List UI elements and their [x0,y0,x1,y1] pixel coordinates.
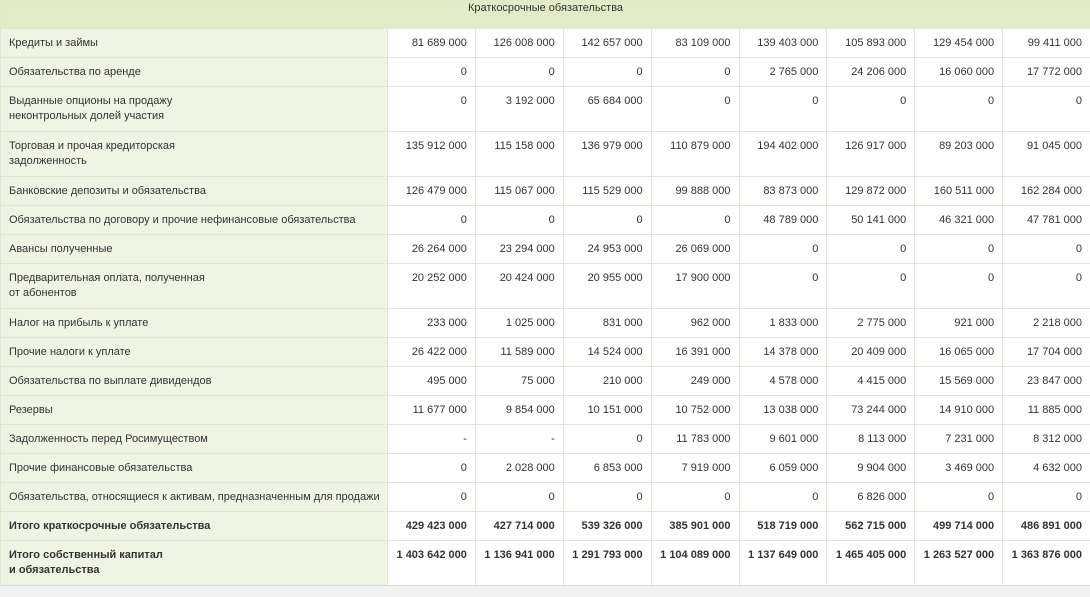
row-value: 4 578 000 [739,367,827,396]
row-value: 0 [475,206,563,235]
row-value: 20 424 000 [475,264,563,309]
row-value: 162 284 000 [1003,177,1090,206]
row-value: 0 [563,425,651,454]
row-value: - [475,425,563,454]
row-value: 50 141 000 [827,206,915,235]
row-value: 8 312 000 [1003,425,1090,454]
row-value: 1 833 000 [739,309,827,338]
row-value: 0 [1003,235,1090,264]
row-value: 73 244 000 [827,396,915,425]
row-value: 6 826 000 [827,483,915,512]
row-value: 3 469 000 [915,454,1003,483]
row-value: 1 025 000 [475,309,563,338]
row-value: 0 [915,264,1003,309]
row-value: 20 955 000 [563,264,651,309]
row-value: 831 000 [563,309,651,338]
row-value: 0 [1003,264,1090,309]
row-value: 115 067 000 [475,177,563,206]
row-value: 0 [388,454,476,483]
row-value: 46 321 000 [915,206,1003,235]
row-value: 9 904 000 [827,454,915,483]
row-value: 1 291 793 000 [563,541,651,586]
row-value: 16 060 000 [915,58,1003,87]
row-value: 89 203 000 [915,132,1003,177]
row-value: 427 714 000 [475,512,563,541]
row-label: Задолженность перед Росимуществом [1,425,388,454]
row-value: 9 601 000 [739,425,827,454]
row-value: 24 206 000 [827,58,915,87]
row-value: 48 789 000 [739,206,827,235]
row-value: 0 [388,206,476,235]
row-label: Кредиты и займы [1,29,388,58]
row-value: 0 [915,235,1003,264]
row-value: 126 479 000 [388,177,476,206]
row-value: 11 677 000 [388,396,476,425]
row-value: 2 765 000 [739,58,827,87]
row-value: 2 775 000 [827,309,915,338]
row-value: 1 403 642 000 [388,541,476,586]
row-value: 0 [739,264,827,309]
row-value: 11 589 000 [475,338,563,367]
row-value: 0 [651,87,739,132]
row-value: 0 [827,264,915,309]
row-value: 0 [827,235,915,264]
row-value: 7 919 000 [651,454,739,483]
row-value: 0 [563,206,651,235]
row-value: 115 529 000 [563,177,651,206]
row-value: 0 [915,87,1003,132]
row-value: 499 714 000 [915,512,1003,541]
row-value: 0 [475,483,563,512]
row-value: 99 888 000 [651,177,739,206]
row-value: 14 524 000 [563,338,651,367]
row-value: 921 000 [915,309,1003,338]
row-value: 47 781 000 [1003,206,1090,235]
row-label: Резервы [1,396,388,425]
row-value: 15 569 000 [915,367,1003,396]
row-value: 129 872 000 [827,177,915,206]
row-value: 65 684 000 [563,87,651,132]
row-value: 99 411 000 [1003,29,1090,58]
row-value: 1 263 527 000 [915,541,1003,586]
row-value: 562 715 000 [827,512,915,541]
table-row [1,235,1090,264]
total-row [1,512,1090,541]
row-value: 26 264 000 [388,235,476,264]
row-value: 91 045 000 [1003,132,1090,177]
table-row [1,264,1090,309]
row-value: 385 901 000 [651,512,739,541]
row-value: 6 059 000 [739,454,827,483]
row-value: 0 [651,206,739,235]
row-value: 4 415 000 [827,367,915,396]
row-label: Итого собственный капитал и обязательства [1,541,388,586]
horizontal-scrollbar[interactable] [0,585,1090,597]
row-value: 126 008 000 [475,29,563,58]
row-value: 2 028 000 [475,454,563,483]
table-row [1,177,1090,206]
table-row [1,58,1090,87]
row-value: 17 772 000 [1003,58,1090,87]
row-value: 249 000 [651,367,739,396]
table-row [1,454,1090,483]
row-label: Обязательства по аренде [1,58,388,87]
table-row [1,132,1090,177]
row-value: 20 252 000 [388,264,476,309]
row-label: Авансы полученные [1,235,388,264]
row-value: 518 719 000 [739,512,827,541]
row-value: 0 [739,87,827,132]
row-value: 233 000 [388,309,476,338]
row-value: 20 409 000 [827,338,915,367]
row-value: 4 632 000 [1003,454,1090,483]
row-value: 0 [1003,483,1090,512]
row-value: 14 378 000 [739,338,827,367]
row-value: 8 113 000 [827,425,915,454]
row-value: 6 853 000 [563,454,651,483]
table-row [1,367,1090,396]
row-value: 135 912 000 [388,132,476,177]
row-value: 83 109 000 [651,29,739,58]
row-value: 1 104 089 000 [651,541,739,586]
row-value: 17 704 000 [1003,338,1090,367]
row-value: 0 [739,235,827,264]
row-value: 105 893 000 [827,29,915,58]
table-row [1,338,1090,367]
section-title: Краткосрочные обязательства [1,1,1090,29]
row-value: 2 218 000 [1003,309,1090,338]
row-value: 1 465 405 000 [827,541,915,586]
row-value: 539 326 000 [563,512,651,541]
row-value: 0 [1003,87,1090,132]
row-value: 115 158 000 [475,132,563,177]
row-value: 26 422 000 [388,338,476,367]
table-row [1,309,1090,338]
row-value: 0 [388,483,476,512]
row-value: 210 000 [563,367,651,396]
row-value: 126 917 000 [827,132,915,177]
row-value: 1 137 649 000 [739,541,827,586]
row-value: 495 000 [388,367,476,396]
row-value: 139 403 000 [739,29,827,58]
row-value: 24 953 000 [563,235,651,264]
table-row [1,29,1090,58]
row-value: 0 [651,58,739,87]
row-value: 0 [563,483,651,512]
row-value: 3 192 000 [475,87,563,132]
row-value: 0 [651,483,739,512]
total-row [1,541,1090,586]
row-label: Налог на прибыль к уплате [1,309,388,338]
row-label: Обязательства по договору и прочие нефинансовые обязательства [1,206,388,235]
row-value: 10 151 000 [563,396,651,425]
row-value: 26 069 000 [651,235,739,264]
row-value: 962 000 [651,309,739,338]
row-label: Предварительная оплата, полученная от абонентов [1,264,388,309]
row-value: 486 891 000 [1003,512,1090,541]
row-value: 110 879 000 [651,132,739,177]
row-value: 10 752 000 [651,396,739,425]
row-value: 429 423 000 [388,512,476,541]
row-value: 23 294 000 [475,235,563,264]
row-value: 160 511 000 [915,177,1003,206]
row-label: Торговая и прочая кредиторская задолженность [1,132,388,177]
row-label: Прочие финансовые обязательства [1,454,388,483]
row-value: 0 [827,87,915,132]
row-value: 1 136 941 000 [475,541,563,586]
row-value: 75 000 [475,367,563,396]
row-value: 16 065 000 [915,338,1003,367]
row-value: 142 657 000 [563,29,651,58]
row-label: Обязательства, относящиеся к активам, предназначенным для продажи [1,483,388,512]
row-value: 1 363 876 000 [1003,541,1090,586]
section-header-row [1,1,1090,29]
row-value: 11 783 000 [651,425,739,454]
table-row [1,425,1090,454]
row-value: 7 231 000 [915,425,1003,454]
row-value: 9 854 000 [475,396,563,425]
table-row [1,206,1090,235]
row-value: 16 391 000 [651,338,739,367]
row-value: 0 [563,58,651,87]
table-row [1,87,1090,132]
row-value: 11 885 000 [1003,396,1090,425]
row-label: Прочие налоги к уплате [1,338,388,367]
row-value: 0 [915,483,1003,512]
row-value: 81 689 000 [388,29,476,58]
row-label: Банковские депозиты и обязательства [1,177,388,206]
table-row [1,396,1090,425]
row-value: 83 873 000 [739,177,827,206]
row-value: 23 847 000 [1003,367,1090,396]
row-value: 13 038 000 [739,396,827,425]
row-value: 0 [475,58,563,87]
row-label: Итого краткосрочные обязательства [1,512,388,541]
row-label: Выданные опционы на продажу неконтрольных долей участия [1,87,388,132]
row-label: Обязательства по выплате дивидендов [1,367,388,396]
row-value: 17 900 000 [651,264,739,309]
row-value: 14 910 000 [915,396,1003,425]
row-value: - [388,425,476,454]
row-value: 194 402 000 [739,132,827,177]
row-value: 0 [388,58,476,87]
row-value: 136 979 000 [563,132,651,177]
row-value: 0 [739,483,827,512]
row-value: 129 454 000 [915,29,1003,58]
row-value: 0 [388,87,476,132]
table-row [1,483,1090,512]
